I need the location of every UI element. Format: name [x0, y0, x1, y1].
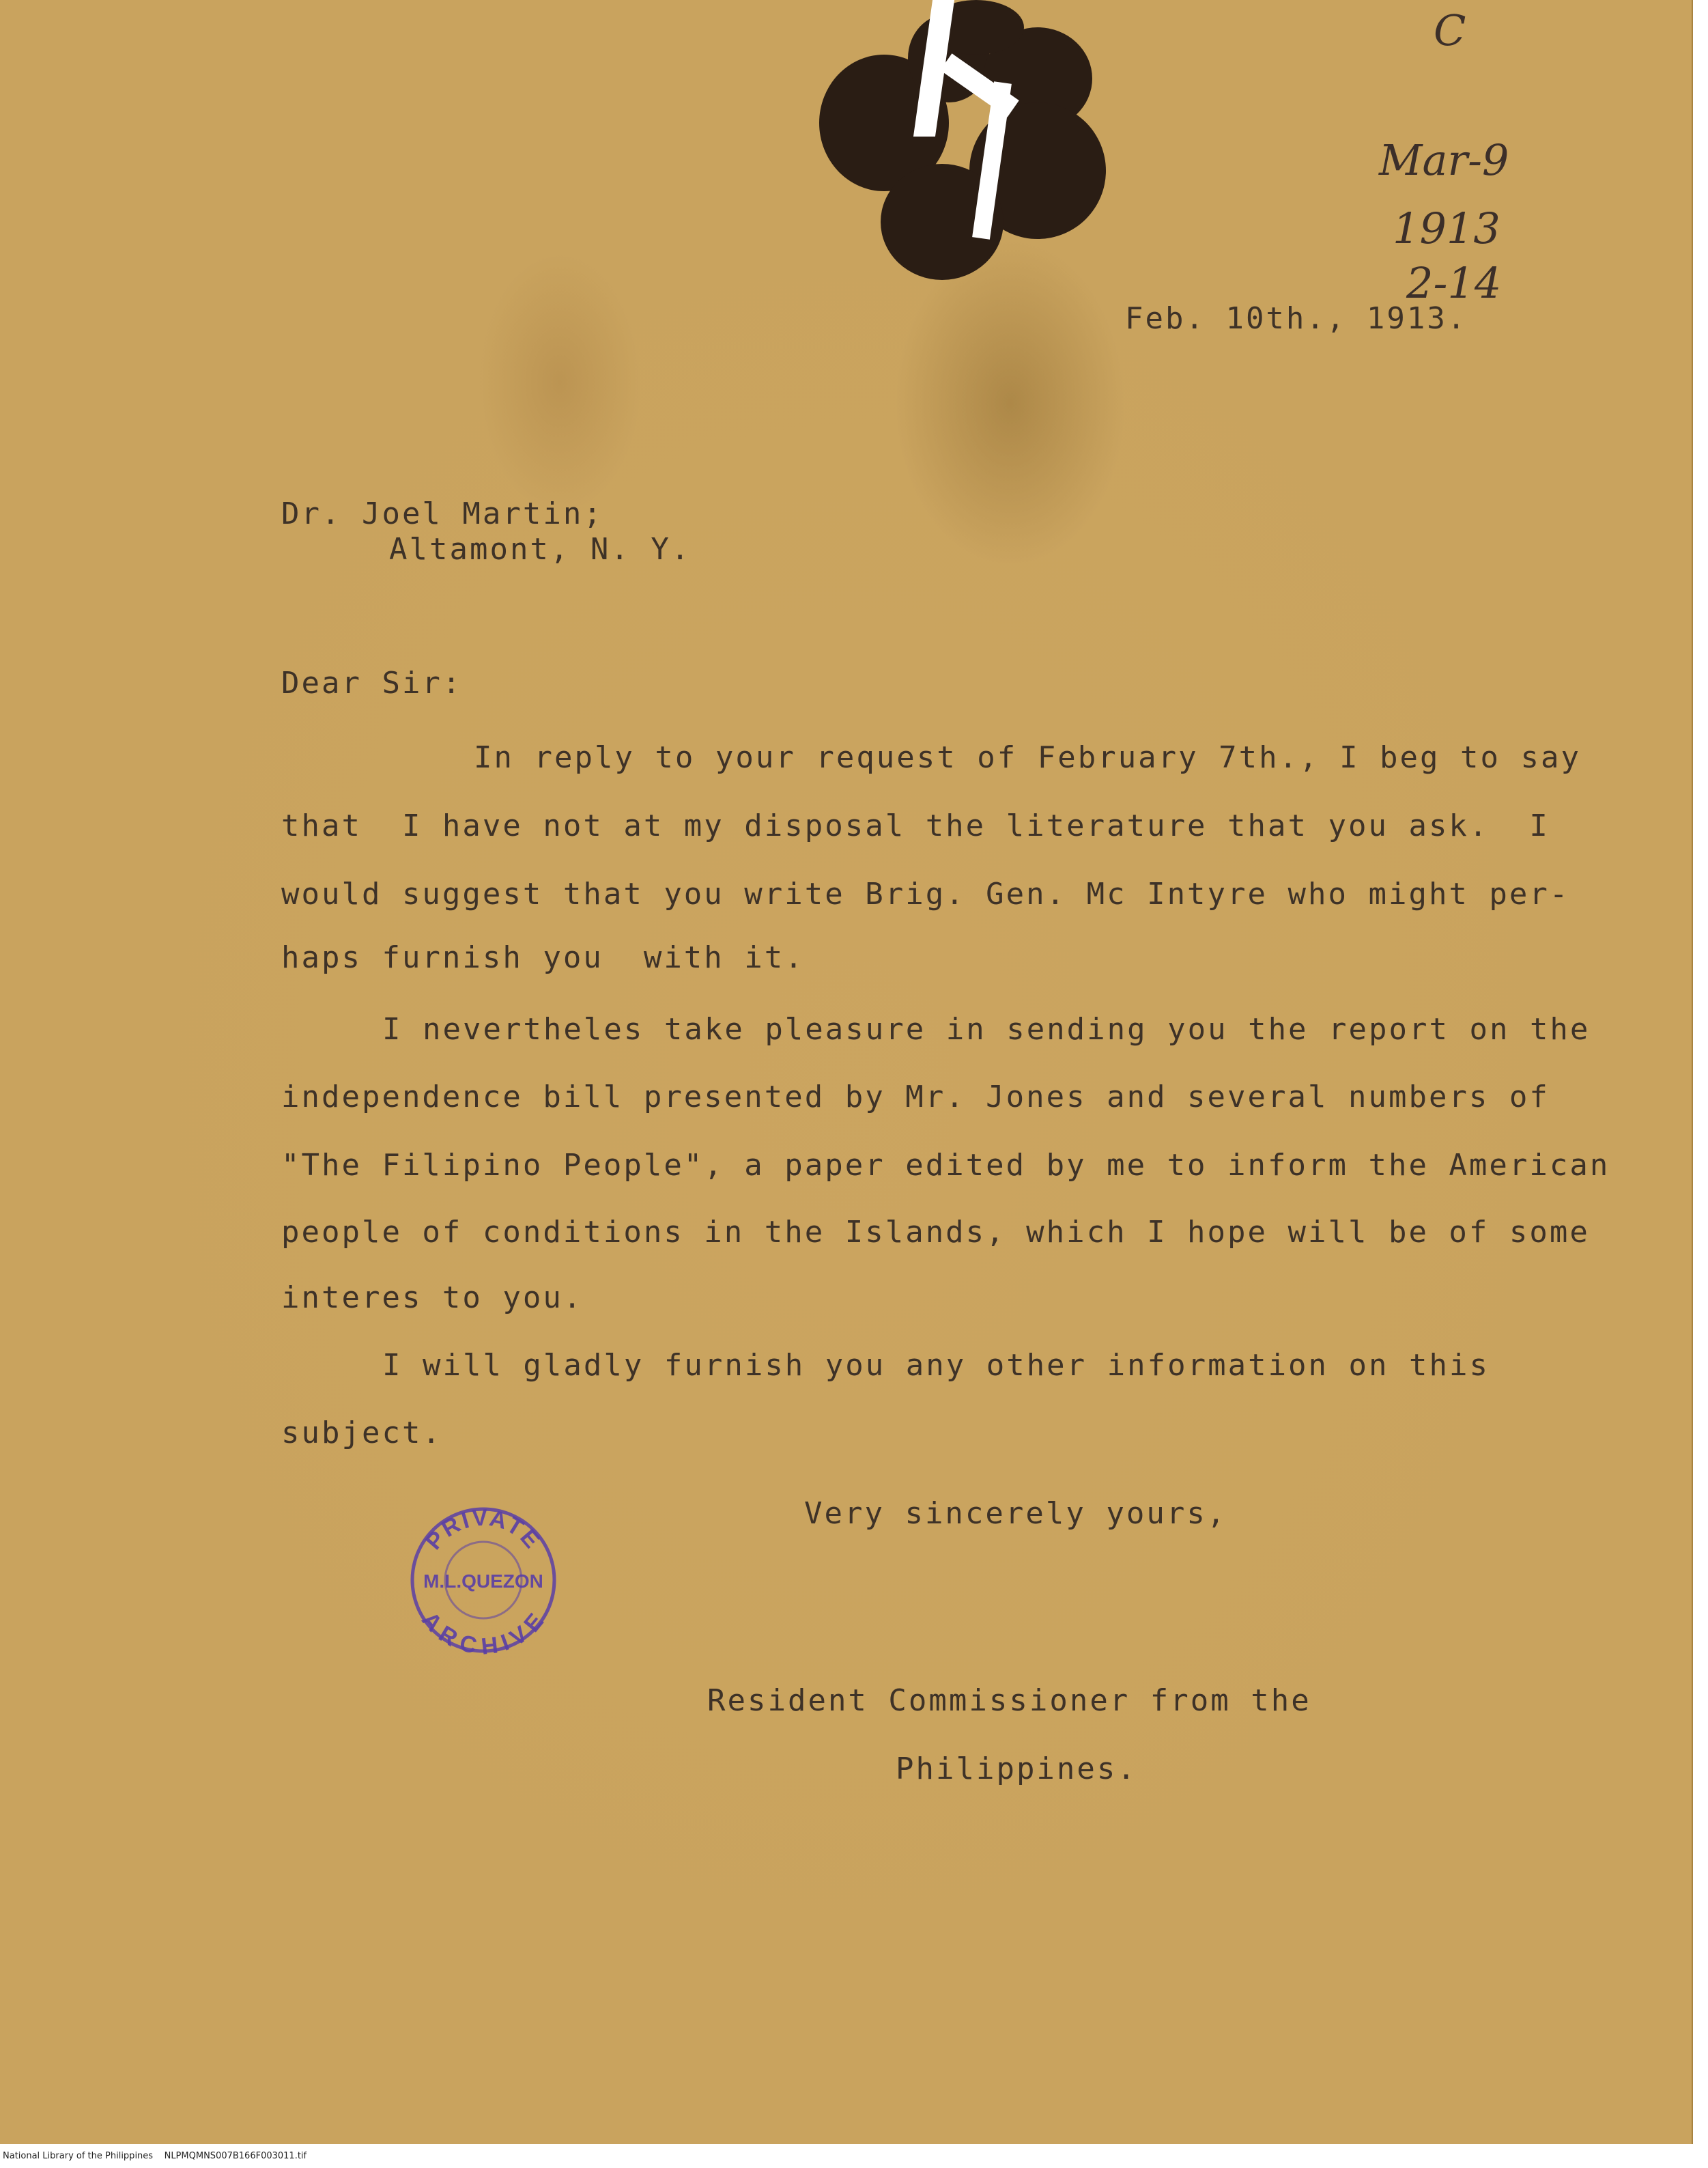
recipient-address: Altamont, N. Y. — [389, 532, 692, 567]
handwritten-note-4: 2-14 — [1406, 258, 1502, 308]
signature-country: Philippines. — [896, 1751, 1137, 1786]
body-line: people of conditions in the Islands, which I hope will be of some — [281, 1215, 1590, 1250]
signature-title: Resident Commissioner from the — [707, 1683, 1311, 1718]
footer-source: National Library of the Philippines — [3, 2151, 154, 2161]
body-line: that I have not at my disposal the literature that you ask. I — [281, 808, 1550, 843]
stamp-center-text: M.L.QUEZON — [423, 1571, 543, 1592]
archive-stamp — [408, 1505, 558, 1655]
handwritten-note-3: 1913 — [1393, 203, 1500, 253]
recipient-name: Dr. Joel Martin; — [281, 496, 603, 531]
handwritten-note-1: C — [1434, 5, 1466, 55]
svg-text:ARCHIVE — [416, 1607, 550, 1655]
salutation: Dear Sir: — [281, 666, 463, 701]
footer-filename: NLPMQMNS007B166F003011.tif — [164, 2151, 307, 2161]
closing: Very sincerely yours, — [804, 1496, 1227, 1531]
archive-footer — [3, 2151, 307, 2161]
stamp-bottom-text: ARCHIVE — [416, 1607, 550, 1655]
body-line: "The Filipino People", a paper edited by me to inform the American — [281, 1148, 1610, 1183]
body-line: I will gladly furnish you any other information on this — [382, 1348, 1490, 1383]
handwritten-note-2: Mar-9 — [1379, 135, 1509, 185]
stamp-top-text: PRIVATE — [421, 1505, 546, 1555]
body-line: I nevertheles take pleasure in sending you the report on the — [382, 1012, 1591, 1047]
body-line: interes to you. — [281, 1280, 584, 1315]
body-line: haps furnish you with it. — [281, 940, 805, 975]
body-line: In reply to your request of February 7th., I beg to say — [474, 740, 1581, 775]
letter-date: Feb. 10th., 1913. — [1125, 301, 1468, 336]
body-line: would suggest that you write Brig. Gen. Mc Intyre who might per- — [281, 877, 1570, 912]
svg-text:PRIVATE — [421, 1505, 546, 1555]
body-line: subject. — [281, 1416, 442, 1450]
body-line: independence bill presented by Mr. Jones and several numbers of — [281, 1080, 1550, 1114]
